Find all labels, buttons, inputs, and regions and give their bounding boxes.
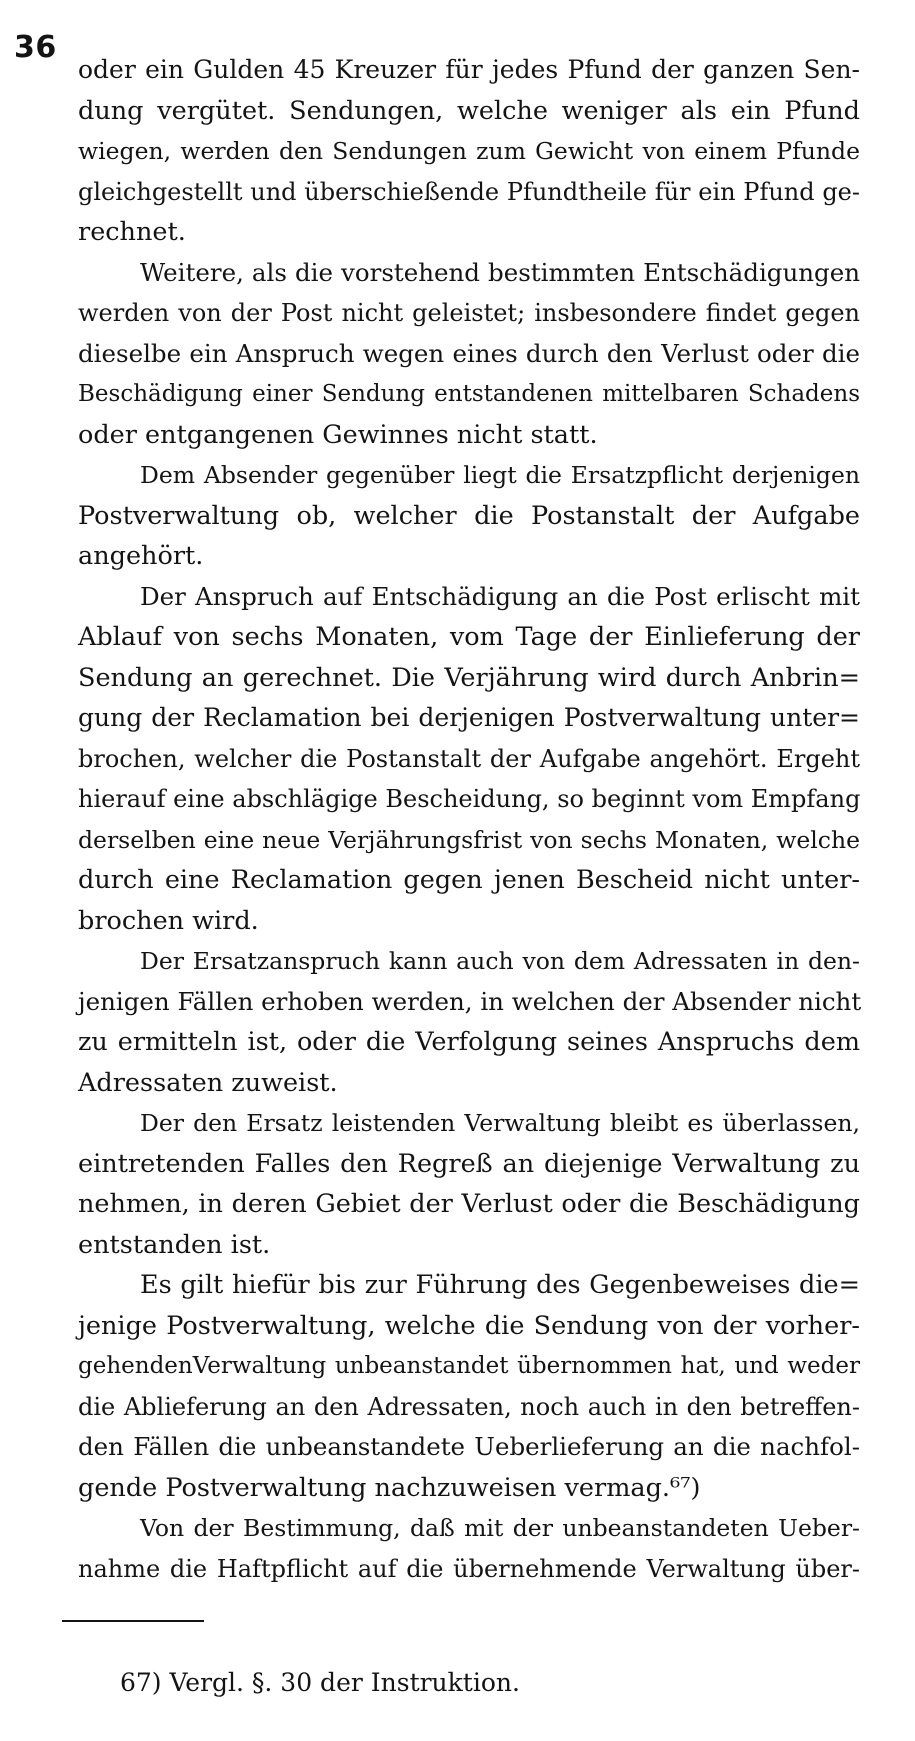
- text-line: Der Ersatzanspruch kann auch von dem Adressaten in den-: [140, 947, 860, 975]
- text-line: jenigen Fällen erhoben werden, in welchen der Absender nicht: [78, 986, 862, 1016]
- text-line: oder ein Gulden 45 Kreuzer für jedes Pfund der ganzen Sen-: [78, 55, 860, 84]
- text-line: Dem Absender gegenüber liegt die Ersatzpflicht derjenigen: [140, 461, 860, 489]
- text-line: den Fällen die unbeanstandete Ueberlieferung an die nachfol-: [78, 1432, 860, 1461]
- footnote: 67) Vergl. §. 30 der Instruktion.: [120, 1668, 520, 1697]
- footnote-divider: [62, 1620, 204, 1622]
- text-line: Sendung an gerechnet. Die Verjährung wird durch Anbrin=: [78, 662, 860, 693]
- text-line: gende Postverwaltung nachzuweisen vermag.⁶⁷): [78, 1472, 701, 1503]
- text-line: durch eine Reclamation gegen jenen Bescheid nicht unter-: [78, 865, 860, 895]
- text-line: gung der Reclamation bei derjenigen Postverwaltung unter=: [78, 703, 860, 732]
- text-line: Weitere, als die vorstehend bestimmten Entschädigungen: [140, 257, 860, 287]
- text-line: hierauf eine abschlägige Bescheidung, so beginnt vom Empfang: [78, 785, 861, 813]
- text-line: Von der Bestimmung, daß mit der unbeanstandeten Ueber-: [140, 1514, 860, 1542]
- text-line: angehört.: [78, 541, 204, 571]
- text-line: Der Anspruch auf Entschädigung an die Post erlischt mit: [140, 581, 860, 611]
- text-line: werden von der Post nicht geleistet; insbesondere findet gegen: [78, 299, 860, 327]
- text-line: Beschädigung einer Sendung entstandenen mittelbaren Schadens: [78, 381, 860, 407]
- text-line: gehendenVerwaltung unbeanstandet übernommen hat, und weder: [78, 1353, 860, 1379]
- text-line: die Ablieferung an den Adressaten, noch auch in den betreffen-: [78, 1392, 860, 1421]
- page-body-text: [78, 50, 860, 1589]
- text-line: dung vergütet. Sendungen, welche weniger als ein Pfund: [78, 95, 860, 126]
- text-line: eintretenden Falles den Regreß an diejenige Verwaltung zu: [78, 1148, 860, 1179]
- text-line: Es gilt hiefür bis zur Führung des Gegenbeweises die=: [140, 1270, 860, 1300]
- text-line: zu ermitteln ist, oder die Verfolgung seines Anspruchs dem: [78, 1027, 860, 1057]
- text-line: dieselbe ein Anspruch wegen eines durch den Verlust oder die: [78, 338, 860, 368]
- text-line: Adressaten zuweist.: [78, 1067, 338, 1098]
- text-line: brochen wird.: [78, 905, 259, 936]
- text-line: entstanden ist.: [78, 1229, 271, 1260]
- page-number: 36: [14, 30, 57, 65]
- text-line: jenige Postverwaltung, welche die Sendung von der vorher-: [78, 1310, 860, 1341]
- text-line: nahme die Haftpflicht auf die übernehmende Verwaltung über-: [78, 1554, 860, 1583]
- text-line: wiegen, werden den Sendungen zum Gewicht von einem Pfunde: [78, 137, 860, 165]
- text-line: rechnet.: [78, 217, 186, 247]
- text-line: derselben eine neue Verjährungsfrist von sechs Monaten, welche: [78, 825, 860, 854]
- text-line: Der den Ersatz leistenden Verwaltung bleibt es überlassen,: [140, 1109, 860, 1137]
- text-line: brochen, welcher die Postanstalt der Aufgabe angehört. Ergeht: [78, 744, 860, 773]
- text-line: gleichgestellt und überschießende Pfundtheile für ein Pfund ge-: [78, 177, 860, 206]
- text-line: Ablauf von sechs Monaten, vom Tage der Einlieferung der: [78, 622, 860, 652]
- text-line: oder entgangenen Gewinnes nicht statt.: [78, 419, 598, 450]
- text-line: Postverwaltung ob, welcher die Postanstalt der Aufgabe: [78, 500, 860, 531]
- text-line: nehmen, in deren Gebiet der Verlust oder die Beschädigung: [78, 1189, 860, 1219]
